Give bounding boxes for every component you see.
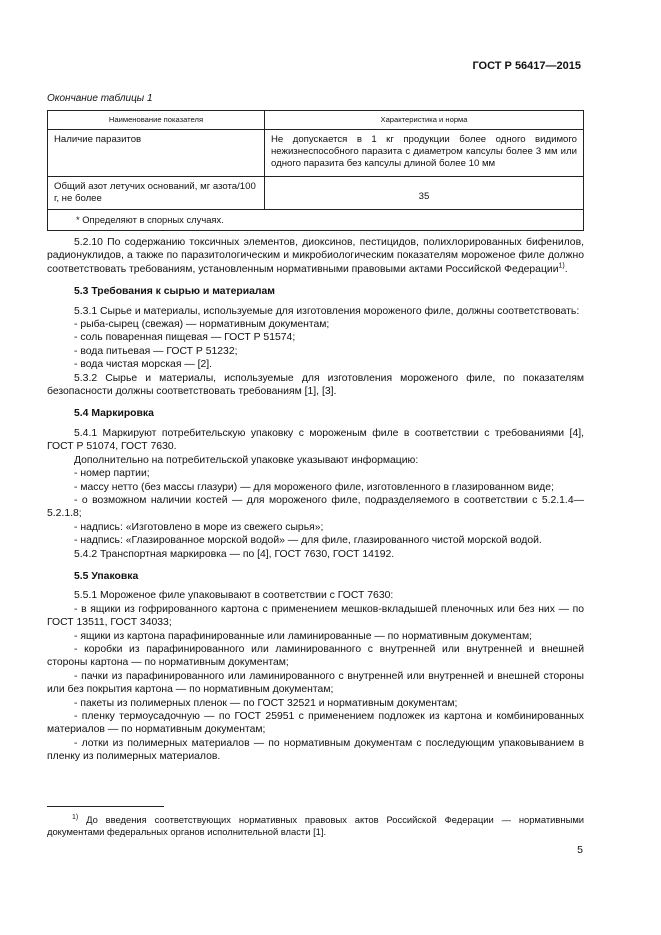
table-header-row xyxy=(48,111,584,130)
table-cell-value: 35 xyxy=(265,177,584,210)
table-note: * Определяют в спорных случаях. xyxy=(48,210,584,231)
table-note-row xyxy=(48,210,584,231)
table-cell-name: Наличие паразитов xyxy=(48,130,265,177)
table-cell-value: Не допускается в 1 кг продукции более одного видимого нежизнеспособного паразита с диаметром капсулы более 3 мм или одного паразита без капсулы длиной более 10 мм xyxy=(265,130,584,177)
footnote-divider xyxy=(47,806,164,807)
list-item: - соль поваренная пищевая — ГОСТ Р 51574; xyxy=(74,332,296,344)
table-row xyxy=(48,130,584,177)
list-item: - вода чистая морская — [2]. xyxy=(74,359,213,371)
footnote-paragraph xyxy=(47,814,584,839)
footnote-mark: 1) xyxy=(72,813,79,821)
section-heading-5-3: 5.3 Требования к сырью и материалам xyxy=(74,286,275,298)
list-item: - пакеты из полимерных пленок — по ГОСТ 32521 и нормативным документам; xyxy=(74,697,458,709)
document-id: ГОСТ Р 56417—2015 xyxy=(472,60,581,72)
paragraph-text: 5.2.10 По содержанию токсичных элементов, диоксинов, пестицидов, полихлорированных бифенилов, радионуклидов, а также по паразитологическим и микробиологическим показателям мороженое филе должно соответствовать требованиям, установленным нормативными правовыми актами Российской Федерации xyxy=(47,237,584,275)
list-item: - надпись: «Изготовлено в море из свежего сырья»; xyxy=(74,521,324,533)
list-item: - лотки из полимерных материалов — по нормативным документам с последующим упаковыванием в пленку из полимерных материалов. xyxy=(47,737,584,763)
list-item: - номер партии; xyxy=(74,468,150,480)
list-item: - вода питьевая — ГОСТ Р 51232; xyxy=(74,345,238,357)
main-text xyxy=(47,236,584,764)
section-heading-5-5: 5.5 Упаковка xyxy=(74,570,139,582)
footnote-ref: 1) xyxy=(558,262,565,270)
paragraph-5-4-2: 5.4.2 Транспортная маркировка — по [4], ГОСТ 7630, ГОСТ 14192. xyxy=(74,548,395,560)
list-item: - коробки из парафинированного или ламинированного с внутренней или внутренней и внешней стороны картона — по нормативным документам; xyxy=(47,643,584,669)
paragraph-end: . xyxy=(564,263,568,275)
list-item: - в ящики из гофрированного картона с применением мешков-вкладышей пленочных или без них — по ГОСТ 13511, ГОСТ 34033; xyxy=(47,603,584,629)
list-item: - о возможном наличии костей — для мороженого филе, подразделяемого в соответствии с 5.2.1.4—5.2.1.8; xyxy=(47,494,584,520)
paragraph-5-3-1: 5.3.1 Сырье и материалы, используемые для изготовления мороженого филе, должны соответствовать: xyxy=(74,305,580,317)
paragraph-5-5-1: 5.5.1 Мороженое филе упаковывают в соответствии с ГОСТ 7630: xyxy=(74,590,394,602)
table-caption: Окончание таблицы 1 xyxy=(47,93,153,104)
footnote-text: До введения соответствующих нормативных правовых актов Российской Федерации — нормативными документами федеральных органов исполнительной власти [1]. xyxy=(47,814,584,838)
page-number: 5 xyxy=(577,844,583,856)
paragraph-5-4-1: 5.4.1 Маркируют потребительскую упаковку с мороженым филе в соответствии с требованиями [4], ГОСТ Р 51074, ГОСТ 7630. xyxy=(47,427,584,453)
column-header-norm: Характеристика и норма xyxy=(265,111,584,130)
column-header-indicator: Наименование показателя xyxy=(48,111,265,130)
table-cell-name: Общий азот летучих оснований, мг азота/100 г, не более xyxy=(48,177,265,210)
list-item: - рыба-сырец (свежая) — нормативным документам; xyxy=(74,319,330,331)
section-heading-5-4: 5.4 Маркировка xyxy=(74,408,154,420)
list-item: - надпись: «Глазированное морской водой» — для филе, глазированного чистой морской водой. xyxy=(74,535,542,547)
paragraph-5-4-1-additional: Дополнительно на потребительской упаковке указывают информацию: xyxy=(74,454,419,466)
list-item: - массу нетто (без массы глазури) — для мороженого филе, изготовленного в глазированном виде; xyxy=(74,481,554,493)
table-row xyxy=(48,177,584,210)
paragraph-5-3-2: 5.3.2 Сырье и материалы, используемые для изготовления мороженого филе, по показателям безопасности должны соответствовать требованиям [1], [3]. xyxy=(47,372,584,398)
footnote xyxy=(47,814,584,839)
indicator-table xyxy=(47,110,584,231)
paragraph-5-2-10 xyxy=(47,236,584,276)
list-item: - пленку термоусадочную — по ГОСТ 25951 с применением подложек из картона и комбинированных материалов — по нормативным документам; xyxy=(47,711,584,736)
list-item: - ящики из картона парафинированные или ламинированные — по нормативным документам; xyxy=(74,630,532,642)
list-item: - пачки из парафинированного или ламинированного с внутренней или внутренней и внешней стороны или без покрытия картона — по нормативным документам; xyxy=(47,670,584,696)
